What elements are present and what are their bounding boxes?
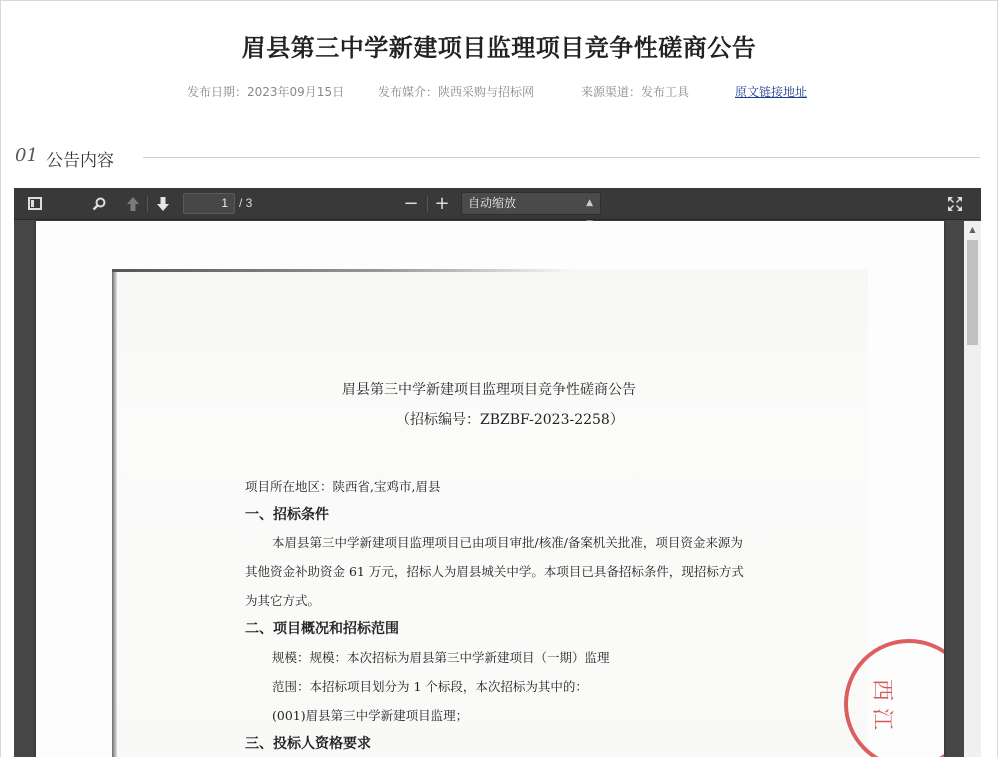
page-total: / 3 — [239, 196, 253, 210]
scanned-document — [112, 269, 894, 757]
pdf-scrollbar[interactable] — [964, 221, 981, 757]
arrow-up-icon[interactable] — [120, 192, 146, 216]
pdf-page — [36, 221, 944, 757]
doc-paragraph-line: 其他资金补助资金 61 万元，招标人为眉县城关中学。本项目已具备招标条件，现招标方式 — [245, 564, 744, 579]
source-channel: 来源渠道：发布工具 — [581, 85, 690, 99]
toolbar-separator — [147, 196, 148, 212]
select-arrows-icon: ▲ — [586, 198, 593, 208]
doc-title: 眉县第三中学新建项目监理项目竞争性磋商公告 — [342, 382, 636, 398]
page-number-input[interactable]: 1 — [183, 193, 235, 214]
section-label: 公告内容 — [46, 151, 114, 171]
doc-paragraph-line: 为其它方式。 — [245, 593, 321, 608]
doc-heading-3: 三、投标人资格要求 — [245, 736, 371, 752]
pdf-content-area[interactable] — [14, 221, 981, 757]
doc-scale: 规模：规模：本次招标为眉县第三中学新建项目（一期）监理 — [272, 650, 610, 665]
doc-code: （招标编号：ZBZBF-2023-2258） — [396, 412, 624, 428]
arrow-down-icon[interactable] — [150, 192, 176, 216]
zoom-select-label: 自动缩放 — [468, 196, 517, 210]
page-title: 眉县第三中学新建项目监理项目竞争性磋商公告 — [241, 34, 757, 62]
search-icon[interactable] — [86, 192, 112, 216]
pdf-viewer — [14, 188, 981, 757]
official-seal — [844, 639, 944, 757]
pdf-toolbar — [14, 188, 981, 220]
zoom-in-icon[interactable]: + — [434, 193, 450, 214]
section-header — [15, 145, 980, 169]
scrollbar-thumb[interactable] — [967, 240, 978, 345]
toolbar-separator — [427, 196, 428, 212]
source-link[interactable]: 原文链接地址 — [735, 85, 808, 99]
scroll-up-icon[interactable]: ▲ — [969, 225, 976, 234]
fullscreen-icon[interactable] — [942, 192, 968, 216]
publish-media: 发布媒介：陕西采购与招标网 — [378, 85, 535, 99]
doc-heading-2: 二、项目概况和招标范围 — [245, 621, 399, 637]
doc-lot: (001)眉县第三中学新建项目监理； — [272, 708, 469, 723]
zoom-out-icon[interactable]: − — [403, 193, 419, 214]
sidebar-toggle-icon[interactable] — [22, 192, 48, 216]
section-divider — [143, 157, 980, 158]
seal-text: 西 江 — [869, 679, 894, 730]
publish-date: 发布日期：2023年09月15日 — [187, 85, 345, 99]
section-number: 01 — [15, 145, 38, 166]
zoom-select[interactable] — [461, 192, 601, 215]
doc-heading-1: 一、招标条件 — [245, 507, 329, 523]
doc-scope: 范围：本招标项目划分为 1 个标段，本次招标为其中的： — [272, 679, 588, 694]
scan-edge — [112, 269, 572, 272]
doc-paragraph-line: 本眉县第三中学新建项目监理项目已由项目审批/核准/备案机关批准，项目资金来源为 — [272, 535, 743, 550]
scan-edge — [112, 269, 117, 757]
doc-region: 项目所在地区：陕西省,宝鸡市,眉县 — [245, 479, 441, 494]
